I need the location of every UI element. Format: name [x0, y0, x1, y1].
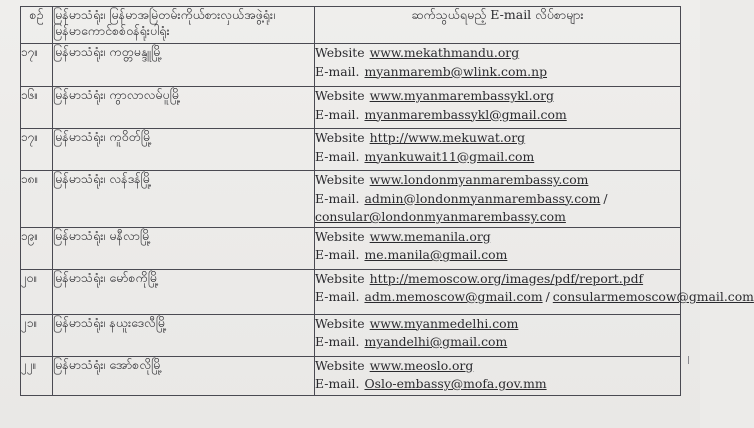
- website-link[interactable]: www.londonmyanmarembassy.com: [369, 172, 589, 187]
- email-link[interactable]: myankuwait11@gmail.com: [364, 148, 535, 164]
- website-label: Website: [315, 172, 365, 187]
- website-label: Website: [315, 357, 365, 373]
- email-label: E-mail.: [315, 334, 360, 349]
- row-number: ၁၇။: [21, 44, 53, 87]
- email-link[interactable]: myandelhi@gmail.com: [364, 334, 508, 349]
- email-label: E-mail.: [315, 106, 360, 122]
- row-number: ၂၂။: [21, 356, 53, 395]
- email-line: [315, 375, 680, 394]
- website-link[interactable]: www.mekathmandu.org: [369, 45, 520, 60]
- email-line: [315, 190, 680, 209]
- website-line: [315, 357, 680, 376]
- contact-cell: [315, 314, 681, 356]
- email-line: [315, 288, 754, 307]
- row-number: ၂၀။: [21, 269, 53, 314]
- contact-cell: [315, 269, 754, 314]
- website-line: [315, 270, 680, 289]
- table-row: [21, 44, 681, 87]
- email-link[interactable]: adm.memoscow@gmail.com: [364, 289, 543, 304]
- website-link[interactable]: www.meoslo.org: [369, 357, 474, 373]
- contact-cell: [315, 44, 681, 87]
- table-row: [21, 171, 681, 228]
- website-line: [315, 44, 680, 63]
- email-link[interactable]: consular@londonmyanmarembassy.com: [315, 209, 566, 224]
- row-number: ၂၁။: [21, 314, 53, 356]
- website-label: Website: [315, 315, 365, 331]
- contact-cell: [315, 87, 681, 129]
- website-label: Website: [315, 270, 365, 286]
- mission-name: မြန်မာသံရုံး၊ ကူဝိတ်မြို့: [53, 129, 315, 171]
- website-link[interactable]: www.memanila.org: [369, 228, 491, 244]
- table-header-row: [21, 7, 681, 44]
- website-label: Website: [315, 88, 365, 103]
- embassy-contact-table: [20, 6, 754, 396]
- email-link[interactable]: me.manila@gmail.com: [364, 247, 508, 262]
- website-link[interactable]: http://memoscow.org/images/pdf/report.pdf: [369, 270, 644, 286]
- header-mission-name: [53, 7, 315, 44]
- website-link[interactable]: www.myanmedelhi.com: [369, 315, 519, 331]
- website-line: [315, 171, 680, 190]
- email-line: [315, 63, 680, 82]
- header-mission-name-line2: မြန်မာကောင်စစ်ဝန်ရုံးပါရုံး: [53, 23, 170, 38]
- email-label: E-mail.: [315, 148, 360, 164]
- table-row: [21, 87, 681, 129]
- email-line-continued: [315, 208, 680, 227]
- email-link[interactable]: consularmemoscow@gmail.com: [552, 289, 754, 304]
- email-link[interactable]: myanmaremb@wlink.com.np: [364, 63, 548, 79]
- contact-cell: [315, 356, 681, 395]
- website-label: Website: [315, 228, 365, 244]
- mission-name: မြန်မာသံရုံး၊ လန်ဒန်မြို့: [53, 171, 315, 228]
- mission-name: မြန်မာသံရုံး၊ ကတ္တမန္ဒူမြို့: [53, 44, 315, 87]
- mission-name: မြန်မာသံရုံး၊ အော်စလိုမြို့: [53, 356, 315, 395]
- email-link[interactable]: Oslo-embassy@mofa.gov.mm: [364, 376, 547, 391]
- email-separator: /: [603, 190, 608, 206]
- email-label: E-mail.: [315, 190, 360, 206]
- table-row: [21, 269, 681, 314]
- email-label: E-mail.: [315, 63, 360, 79]
- website-link[interactable]: http://www.mekuwat.org: [369, 130, 526, 145]
- email-line: [315, 333, 680, 352]
- email-line: [315, 106, 680, 125]
- mission-name: မြန်မာသံရုံး၊ မော်စကိုမြို့: [53, 269, 315, 314]
- website-label: Website: [315, 130, 365, 145]
- header-contact-addresses: ဆက်သွယ်ရမည့် E-mail လိပ်စာများ: [315, 7, 681, 44]
- email-line: [315, 148, 680, 167]
- header-mission-name-line1: မြန်မာသံရုံး၊ မြန်မာအမြဲတမ်းကိုယ်စားလှယ်အဖွဲ့ရုံး၊: [53, 7, 276, 22]
- website-line: [315, 87, 680, 106]
- scan-margin-mark: [688, 356, 689, 364]
- contact-cell: [315, 227, 681, 269]
- website-line: [315, 129, 680, 148]
- table-row: [21, 356, 681, 395]
- email-link[interactable]: admin@londonmyanmarembassy.com: [364, 190, 601, 206]
- contact-cell: [315, 171, 681, 228]
- email-label: E-mail.: [315, 247, 360, 262]
- row-number: ၁၆။: [21, 87, 53, 129]
- mission-name: မြန်မာသံရုံး၊ ကွာလာလမ်ပူမြို့: [53, 87, 315, 129]
- website-link[interactable]: www.myanmarembassykl.org: [369, 88, 554, 103]
- mission-name: မြန်မာသံရုံး၊ မနီလာမြို့: [53, 227, 315, 269]
- row-number: ၁၉။: [21, 227, 53, 269]
- row-number: ၁၈။: [21, 171, 53, 228]
- contact-cell: [315, 129, 681, 171]
- table-row: [21, 129, 681, 171]
- website-line: [315, 315, 680, 334]
- website-line: [315, 228, 680, 247]
- table-row: [21, 227, 681, 269]
- email-link[interactable]: myanmarembassykl@gmail.com: [364, 106, 567, 122]
- email-separator: /: [545, 289, 550, 304]
- table-row: [21, 314, 681, 356]
- website-label: Website: [315, 45, 365, 60]
- row-number: ၁၇။: [21, 129, 53, 171]
- mission-name: မြန်မာသံရုံး၊ နယူးဒေလီမြို့: [53, 314, 315, 356]
- email-label: E-mail.: [315, 376, 360, 391]
- email-label: E-mail.: [315, 289, 360, 304]
- header-serial-number: စဉ်: [21, 7, 53, 44]
- email-line: [315, 246, 680, 265]
